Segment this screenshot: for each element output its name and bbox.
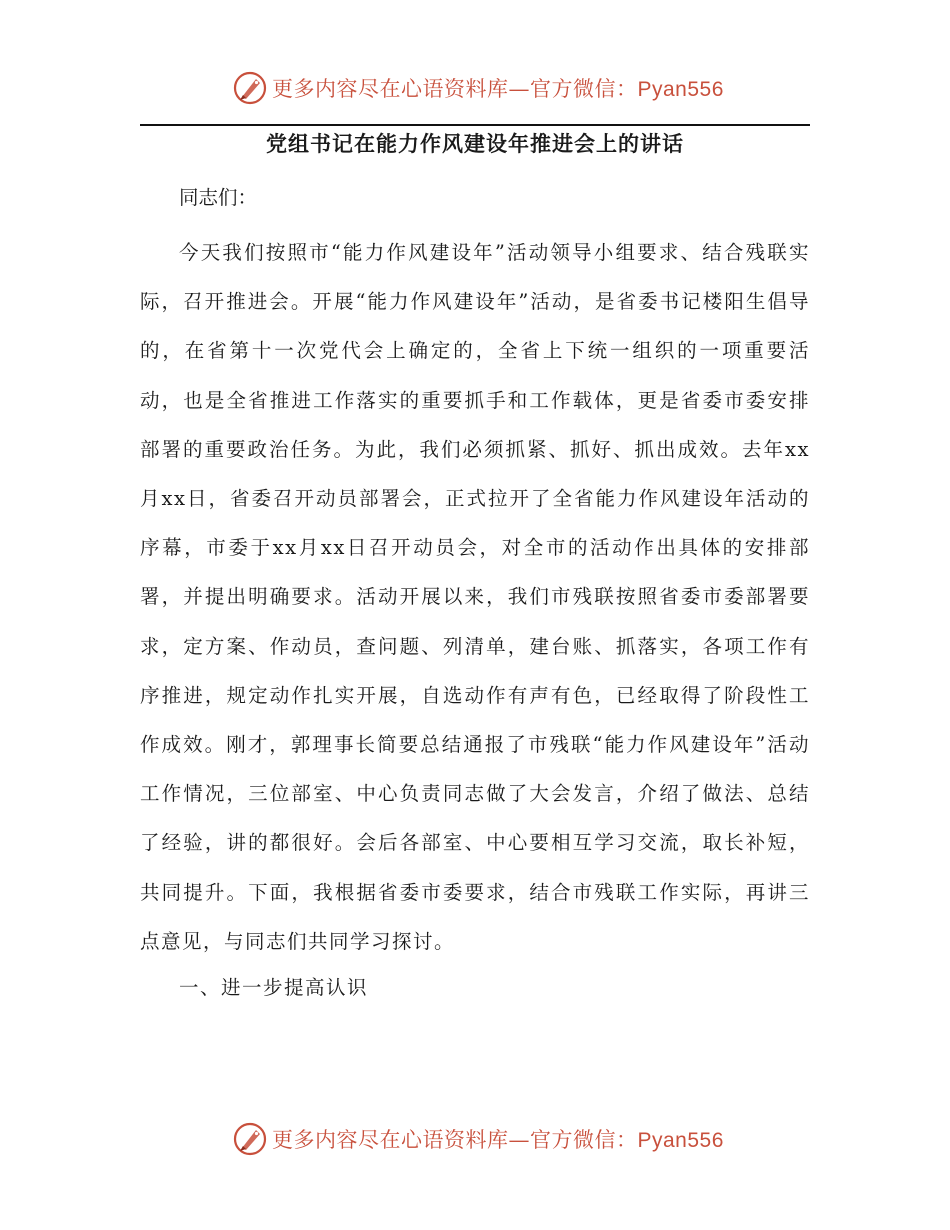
watermark-wechat-id: Pyan556	[637, 1129, 724, 1152]
header-watermark	[0, 68, 950, 112]
pen-nib-logo-icon	[232, 1121, 268, 1157]
pen-nib-logo-icon	[232, 70, 268, 106]
salutation: 同志们：	[179, 186, 258, 209]
body-paragraph: 今天我们按照市“能力作风建设年”活动领导小组要求、结合残联实际，召开推进会。开展“能力作风建设年”活动，是省委书记楼阳生倡导的，在省第十一次党代会上确定的，全省上下统一组织的一项重要活动，也是全省推进工作落实的重要抓手和工作载体，更是省委市委安排部署的重要政治任务。为此，我们必须抓紧、抓好、抓出成效。去年xx月xx日，省委召开动员部署会，正式拉开了全省能力作风建设年活动的序幕，市委于xx月xx日召开动员会，对全市的活动作出具体的安排部署，并提出明确要求。活动开展以来，我们市残联按照省委市委部署要求，定方案、作动员，查问题、列清单，建台账、抓落实，各项工作有序推进，规定动作扎实开展，自选动作有声有色，已经取得了阶段性工作成效。刚才，郭理事长简要总结通报了市残联“能力作风建设年”活动工作情况，三位部室、中心负责同志做了大会发言，介绍了做法、总结了经验，讲的都很好。会后各部室、中心要相互学习交流，取长补短，共同提升。下面，我根据省委市委要求，结合市残联工作实际，再讲三点意见，与同志们共同学习探讨。	[140, 241, 810, 953]
header-rule	[140, 124, 810, 126]
watermark-text	[272, 1125, 724, 1155]
document-title: 党组书记在能力作风建设年推进会上的讲话	[266, 132, 684, 156]
watermark-text	[272, 74, 724, 104]
watermark-wechat-id: Pyan556	[637, 78, 724, 101]
section-heading: 一、进一步提高认识	[179, 976, 369, 999]
watermark-label: 更多内容尽在心语资料库—官方微信：	[272, 77, 638, 101]
watermark-label: 更多内容尽在心语资料库—官方微信：	[272, 1128, 638, 1152]
footer-watermark	[0, 1119, 950, 1163]
